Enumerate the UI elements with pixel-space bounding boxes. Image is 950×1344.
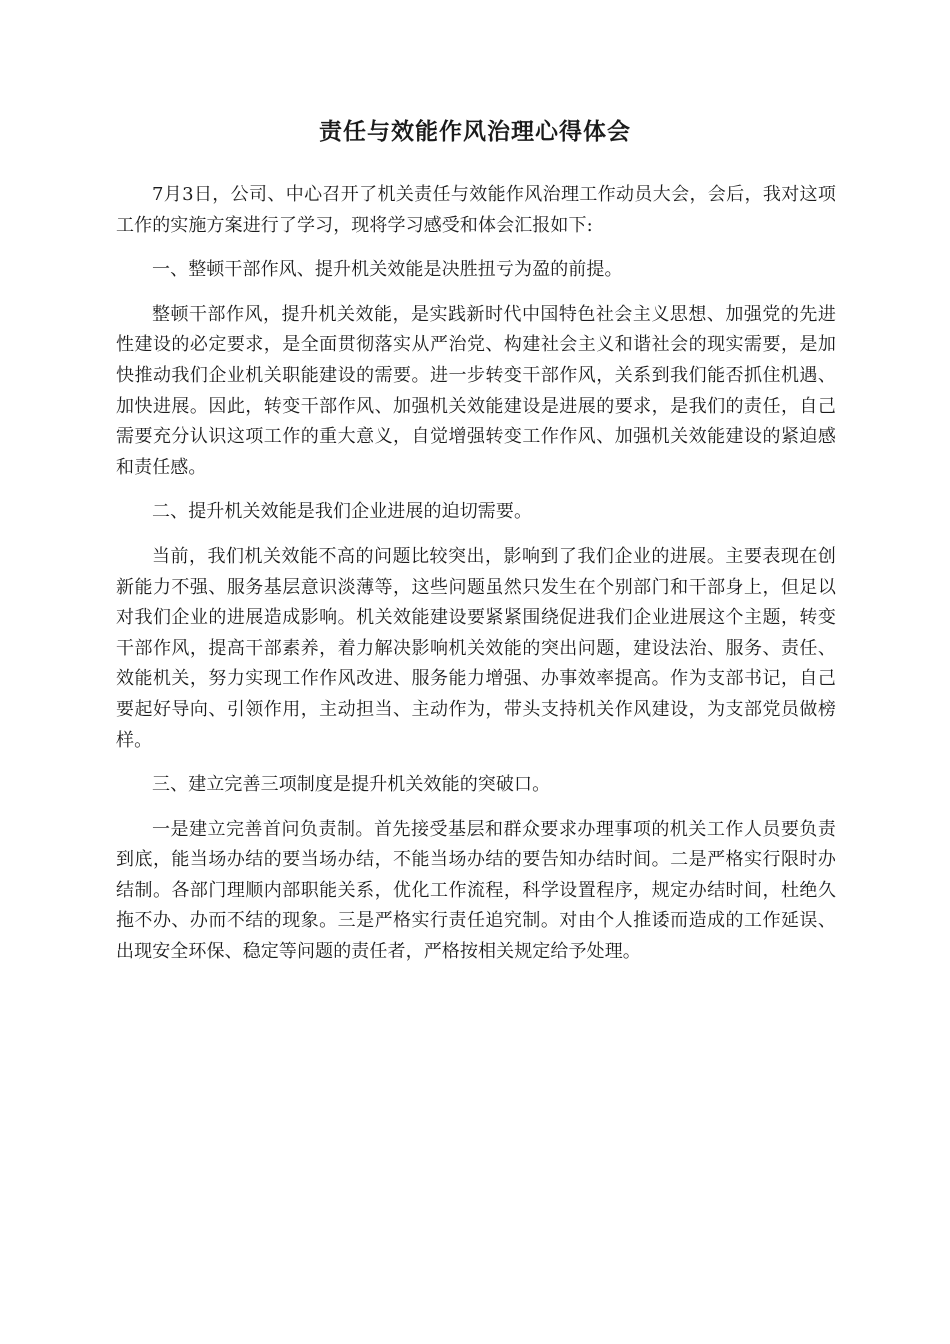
paragraph-section-2: 当前，我们机关效能不高的问题比较突出，影响到了我们企业的进展。主要表现在创新能力不强、服务基层意识淡薄等，这些问题虽然只发生在个别部门和干部身上，但足以对我们企业的进展造成影响。机关效能建设要紧紧围绕促进我们企业进展这个主题，转变干部作风，提高干部素养，着力解决影响机关效能的突出问题，建设法治、服务、责任、效能机关，努力实现工作作风改进、服务能力增强、办事效率提高。作为支部书记，自己要起好导向、引领作用，主动担当、主动作为，带头支持机关作风建设，为支部党员做榜样。 [116,545,836,751]
document-title: 责任与效能作风治理心得体会 [319,118,631,145]
paragraph-section-1: 整顿干部作风，提升机关效能，是实践新时代中国特色社会主义思想、加强党的先进性建设的必定要求，是全面贯彻落实从严治党、构建社会主义和谐社会的现实需要，是加快推动我们企业机关职能建设的需要。进一步转变干部作风，关系到我们能否抓住机遇、加快进展。因此，转变干部作风、加强机关效能建设是进展的要求，是我们的责任，自己需要充分认识这项工作的重大意义，自觉增强转变工作作风、加强机关效能建设的紧迫感和责任感。 [116,303,836,478]
paragraph-section-3: 一是建立完善首问负责制。首先接受基层和群众要求办理事项的机关工作人员要负责到底，能当场办结的要当场办结，不能当场办结的要告知办结时间。二是严格实行限时办结制。各部门理顺内部职能关系，优化工作流程，科学设置程序，规定办结时间，杜绝久拖不办、办而不结的现象。三是严格实行责任追究制。对由个人推诿而造成的工作延误、出现安全环保、稳定等问题的责任者，严格按相关规定给予处理。 [116,818,836,963]
section-heading-3: 三、建立完善三项制度是提升机关效能的突破口。 [152,774,551,796]
paragraph-intro: 7月3日，公司、中心召开了机关责任与效能作风治理工作动员大会，会后，我对这项工作的实施方案进行了学习，现将学习感受和体会汇报如下: [116,184,836,236]
document-body [116,180,836,982]
section-heading-1: 一、整顿干部作风、提升机关效能是决胜扭亏为盈的前提。 [152,259,623,281]
section-heading-2: 二、提升机关效能是我们企业进展的迫切需要。 [152,501,533,523]
